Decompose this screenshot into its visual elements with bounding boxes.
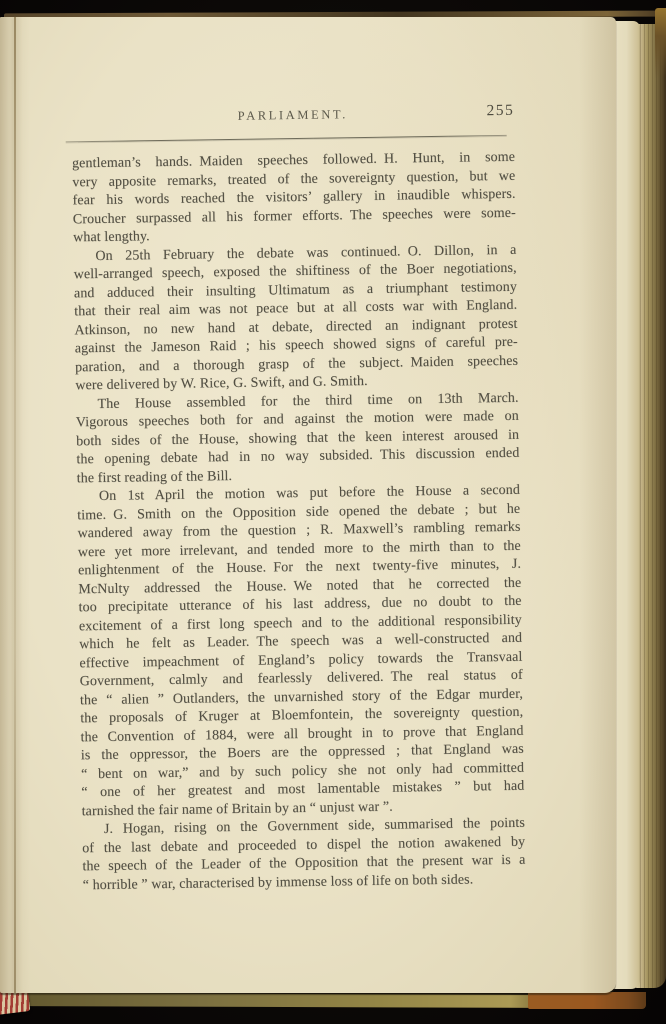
text-line: On 25th February the debate was continued. O. Dillon, in a [95,242,517,264]
text-line: against the Jameson Raid ; his speech showed signs of careful pre- [74,334,518,357]
text-line: paration, and a thorough grasp of the subject. Maiden speeches [74,353,519,375]
text-line: were yet more irrelevant, and tended more to the mirth than to the [77,538,521,560]
book-page [0,17,616,993]
page-text [72,149,526,895]
text-line: what lengthy. [73,229,150,246]
text-line: the “ alien ” Outlanders, the unvarnished story of the Edgar murder, [79,686,524,708]
text-line: both sides of the House, showing that the keen interest aroused in [76,427,520,449]
text-line: McNulty addressed the House. We noted that he corrected the [78,575,522,597]
text-line: the Convention of 1884, were all brought in to prove that England [80,723,524,745]
text-line: gentleman’s hands. Maiden speeches followed. H. Hunt, in some [71,149,516,172]
text-line: that their real aim was not peace but at all costs war with England. [74,297,518,320]
text-line: of the last debate and proceeded to dispel the notion awakened by [82,834,526,856]
text-line: fear his words reached the visitors’ gallery in inaudible whispers. [72,186,516,209]
book-cover-right-edge [655,8,666,78]
text-line: effective impeachment of England’s policy towards the Transvaal [79,649,523,671]
running-head-row [71,101,515,132]
text-line: were delivered by W. Rice, G. Swift, and G. Smith. [75,373,368,394]
header-rule [66,135,507,143]
running-header: PARLIAMENT. [237,107,349,123]
text-line: wandered away from the question ; R. Maxwell’s rambling remarks [77,519,521,542]
text-line: Vigorous speeches both for and against the motion were made on [75,408,519,431]
text-line: is the oppressor, the Boers are the oppressed ; that England was [80,741,524,764]
text-line: On 1st April the motion was put before the House a second [98,482,521,504]
text-line: the proposals of Kruger at Bloemfontein, the sovereignty question, [80,704,524,727]
text-line: Government, calmly and fearlessly delivered. The real status of [79,667,523,690]
text-line: the speech of the Leader of the Opposition that the present war is a [82,852,526,875]
text-line: time. G. Smith on the Opposition side opened the debate ; but he [77,501,521,523]
page-edges-lines [636,24,666,988]
text-line: Croucher surpassed all his former efforts. The speeches were some- [72,205,516,227]
page-number: 255 [486,101,515,120]
text-line: “ bent on war,” and by such policy she not only had committed [80,760,525,782]
text-line: the first reading of the Bill. [76,468,233,486]
text-line: Atkinson, no new hand at debate, directed an indignant protest [74,316,518,338]
text-line: enlightenment of the House. For the next twenty-five minutes, J. [77,556,522,579]
text-line: excitement of a first long speech and to the additional responsibility [78,612,522,634]
text-line: “ one of her greatest and most lamentable mistakes ” but had [81,778,525,801]
text-line: tarnished the fair name of Britain by an “ unjust war ”. [81,799,393,819]
text-line: well-arranged speech, exposed the shiftiness of the Boer negotiations, [73,260,517,283]
text-line: and adduced their insulting Ultimatum as a triumphant testimony [73,279,518,301]
text-line: “ horrible ” war, characterised by immense loss of life on both sides. [82,871,474,893]
text-line: the opening debate had in no way subsided. This discussion ended [76,445,520,468]
text-line: J. Hogan, rising on the Government side, summarised the points [103,815,525,837]
text-line: which he felt as Leader. The speech was a well-constructed and [79,630,523,653]
text-line: The House assembled for the third time on 13th March. [97,390,519,412]
page-edges-stack [636,24,666,988]
text-line: very apposite remarks, treated of the sovereignty question, but we [72,168,516,190]
book-cover-bottom-corner [528,992,646,1009]
printed-content [0,12,623,997]
text-line: too precipitate utterance of his last address, due no doubt to the [78,593,522,616]
